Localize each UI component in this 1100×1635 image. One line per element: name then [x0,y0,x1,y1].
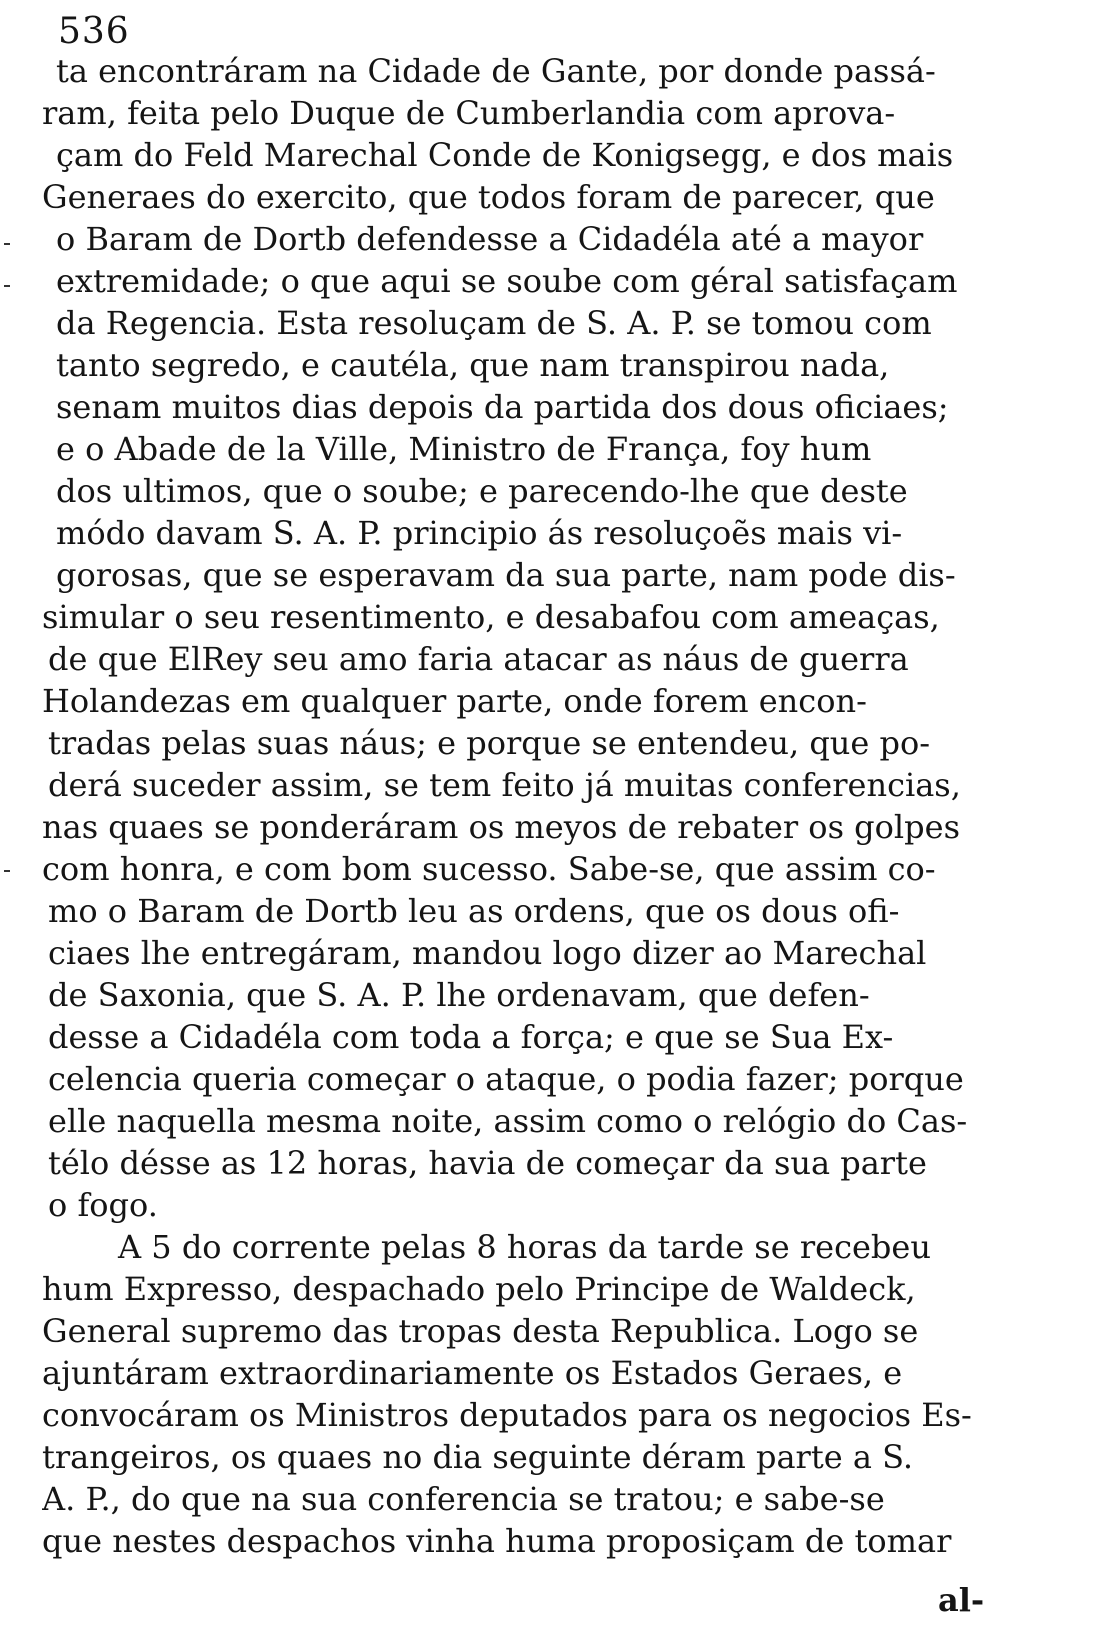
margin-mark [4,243,10,245]
text-line: nas quaes se ponderáram os meyos de rebater os golpes [42,808,960,846]
text-line: ajuntáram extraordinariamente os Estados Geraes, e [42,1354,903,1392]
text-line: desse a Cidadéla com toda a força; e que se Sua Ex- [48,1018,894,1056]
text-line: com honra, e com bom sucesso. Sabe-se, que assim co- [42,850,936,888]
margin-mark [4,285,10,287]
text-line: de Saxonia, que S. A. P. lhe ordenavam, que defen- [48,976,870,1014]
text-line: ram, feita pelo Duque de Cumberlandia com aprova- [42,94,896,132]
text-line: simular o seu resentimento, e desabafou com ameaças, [42,598,940,636]
text-line: trangeiros, os quaes no dia seguinte déram parte a S. [42,1438,914,1476]
text-line: que nestes despachos vinha huma proposiçam de tomar [42,1522,952,1560]
text-line: o fogo. [48,1186,158,1224]
text-line: Holandezas em qualquer parte, onde forem encon- [42,682,867,720]
text-line: A. P., do que na sua conferencia se tratou; e sabe-se [42,1480,885,1518]
text-line: convocáram os Ministros deputados para os negocios Es- [42,1396,972,1434]
text-line: módo davam S. A. P. principio ás resoluçoẽs mais vi- [56,514,903,552]
margin-mark [4,870,10,872]
body-text [42,50,1002,1562]
text-line: derá suceder assim, se tem feito já muitas conferencias, [48,766,961,804]
text-line: gorosas, que se esperavam da sua parte, nam pode dis- [56,556,956,594]
text-line: mo o Baram de Dortb leu as ordens, que os dous ofi- [48,892,900,930]
text-line: e o Abade de la Ville, Ministro de França, foy hum [56,430,872,468]
text-line: de que ElRey seu amo faria atacar as náus de guerra [48,640,909,678]
text-line: o Baram de Dortb defendesse a Cidadéla até a mayor [56,220,924,258]
text-line: elle naquella mesma noite, assim como o relógio do Cas- [48,1102,968,1140]
text-line: dos ultimos, que o soube; e parecendo-lhe que deste [56,472,908,510]
paragraph-first-line: A 5 do corrente pelas 8 horas da tarde se recebeu [118,1228,931,1266]
text-line: ciaes lhe entregáram, mandou logo dizer ao Marechal [48,934,927,972]
text-line: télo désse as 12 horas, havia de começar da sua parte [48,1144,927,1182]
text-line: celencia queria começar o ataque, o podia fazer; porque [48,1060,964,1098]
page-number: 536 [58,11,130,52]
text-line: tradas pelas suas náus; e porque se entendeu, que po- [48,724,931,762]
catchword: al- [938,1581,985,1619]
text-line: tanto segredo, e cautéla, que nam transpirou nada, [56,346,890,384]
text-line: da Regencia. Esta resoluçam de S. A. P. se tomou com [56,304,932,342]
text-line: ta encontráram na Cidade de Gante, por donde passá- [56,52,936,90]
text-line: senam muitos dias depois da partida dos dous oficiaes; [56,388,949,426]
text-line: General supremo das tropas desta Republica. Logo se [42,1312,919,1350]
text-line: Generaes do exercito, que todos foram de parecer, que [42,178,935,216]
text-line: çam do Feld Marechal Conde de Konigsegg, e dos mais [56,136,954,174]
text-line: extremidade; o que aqui se soube com géral satisfaçam [56,262,958,300]
text-line: hum Expresso, despachado pelo Principe de Waldeck, [42,1270,916,1308]
